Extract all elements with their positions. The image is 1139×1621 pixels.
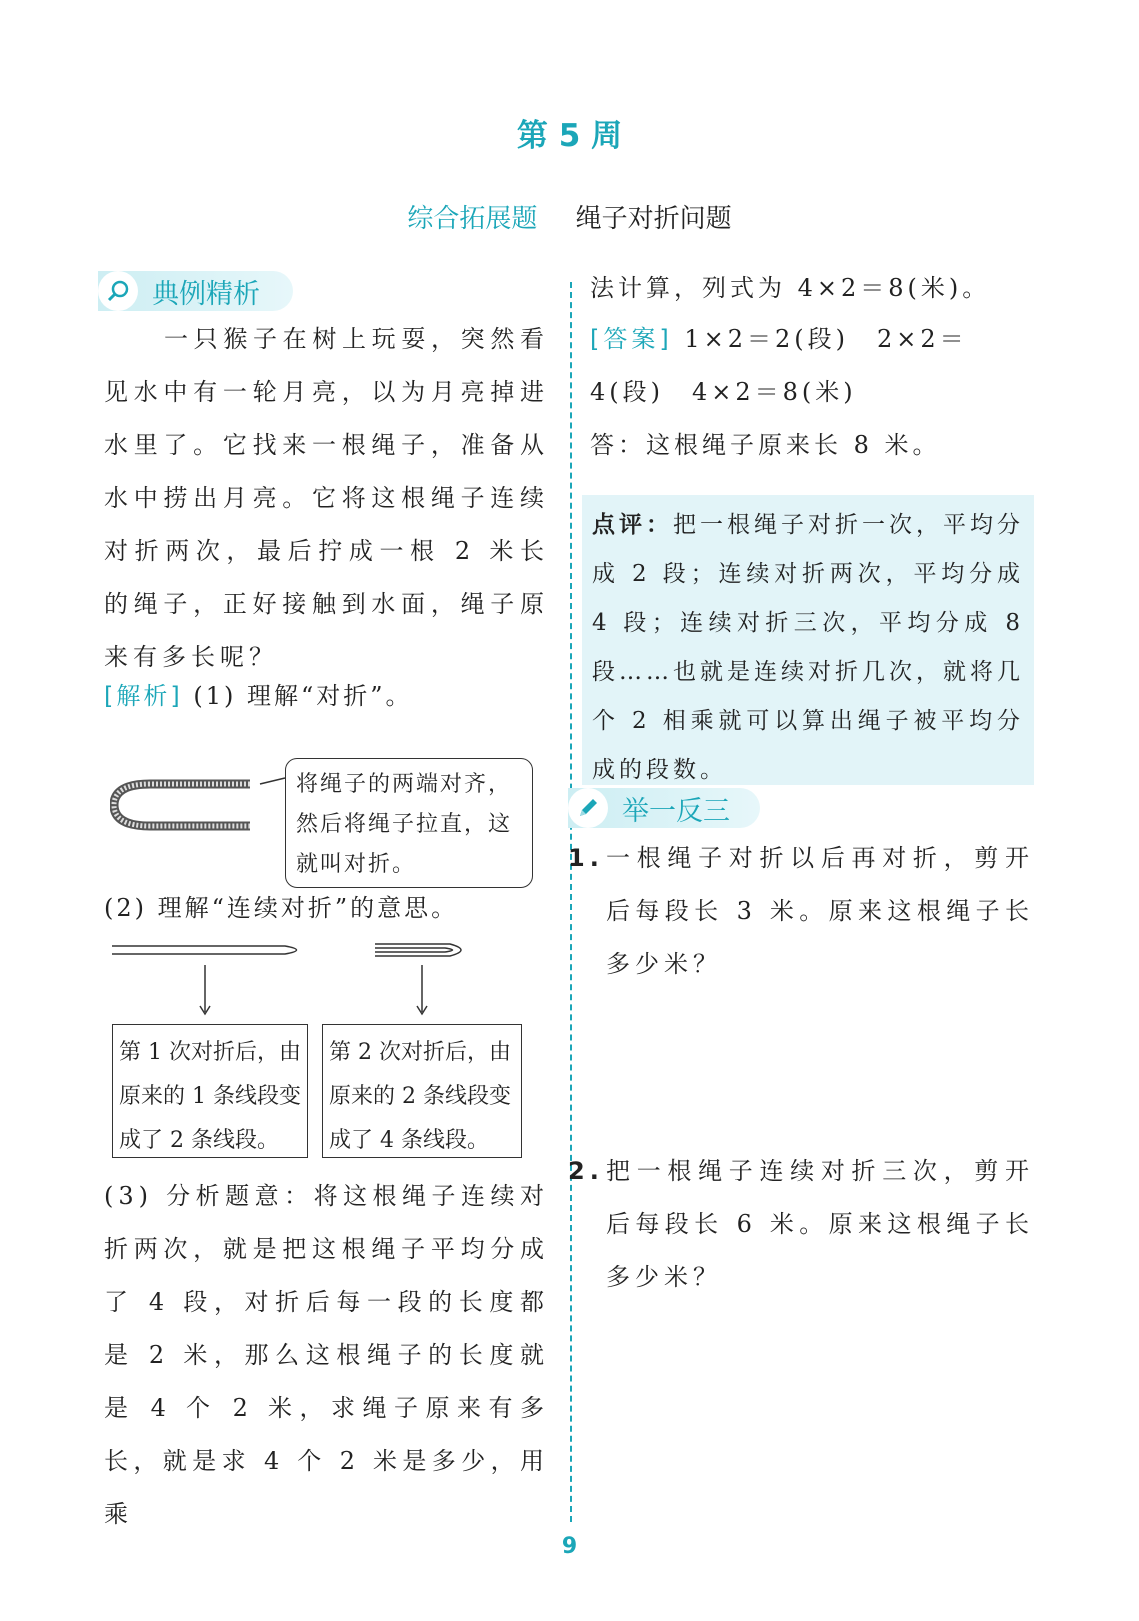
question-number: 2. — [568, 1157, 604, 1185]
magnifier-icon — [98, 271, 138, 311]
pencil-icon — [568, 788, 608, 828]
topic-category: 综合拓展题 — [407, 204, 538, 234]
analysis-step1-line — [104, 676, 549, 711]
analysis-step3: (3) 分析题意：将这根绳子连续对折两次，就是把这根绳子平均分成了 4 段，对折后每一段的长度都是 2 米，那么这根绳子的长度就是 4 个 2 米，求绳子原来有多长，就是求 4 个 2 米是多少，用乘 — [104, 1182, 549, 1528]
practice-question-1 — [568, 832, 1034, 991]
practice-question-2 — [568, 1145, 1034, 1304]
fold-box-1: 第 1 次对折后，由原来的 1 条线段变成了 2 条线段。 — [112, 1024, 308, 1158]
topic-heading — [0, 198, 1139, 235]
question-number: 1. — [568, 844, 604, 872]
analysis-step2: (2) 理解“连续对折”的意思。 — [104, 894, 459, 922]
topic-title: 绳子对折问题 — [575, 204, 732, 234]
analysis-step1: (1) 理解“对折”。 — [193, 682, 413, 710]
example-section-label: 典例精析 — [152, 278, 260, 310]
analysis-step3-cont: 法计算，列式为 4×2＝8(米)。 — [590, 274, 991, 302]
folded-rope-illustration — [110, 770, 290, 840]
answer-label: 答案 — [603, 325, 660, 353]
fold-definition-bubble: 将绳子的两端对齐，然后将绳子拉直，这就叫对折。 — [285, 758, 533, 888]
fold-diagram — [110, 940, 530, 1020]
analysis-label-wrap: [解析] — [104, 682, 183, 710]
week-title: 第 5 周 — [516, 118, 623, 154]
practice-section-tab — [568, 788, 760, 828]
page-number: 9 — [561, 1534, 578, 1559]
question-text: 把一根绳子连续对折三次，剪开后每段长 6 米。原来这根绳子长多少米？ — [606, 1157, 1034, 1291]
practice-section-label: 举一反三 — [622, 795, 730, 827]
comment-label: 点评： — [592, 512, 673, 538]
fold-box-2: 第 2 次对折后，由原来的 2 条线段变成了 4 条线段。 — [322, 1024, 522, 1158]
comment-panel — [582, 495, 1034, 785]
answer-text: 答：这根绳子原来长 8 米。 — [590, 431, 941, 459]
analysis-step3-block — [104, 1170, 549, 1541]
comment-text: 把一根绳子对折一次，平均分成 2 段；连续对折两次，平均分成 4 段；连续对折三次，平均分成 8 段……也就是连续对折几次，就将几个 2 相乘就可以算出绳子被平均分成的段数。 — [592, 512, 1024, 783]
answer-block — [590, 313, 1034, 472]
example-problem: 一只猴子在树上玩耍，突然看见水中有一轮月亮，以为月亮掉进水里了。它找来一根绳子，准备从水中捞出月亮。它将这根绳子连续对折两次，最后拧成一根 2 米长的绳子，正好接触到水面，绳子原来有多长呢？ — [104, 325, 549, 671]
example-section-tab — [98, 271, 293, 311]
question-text: 一根绳子对折以后再对折，剪开后每段长 3 米。原来这根绳子长多少米？ — [606, 844, 1034, 978]
analysis-label: 解析 — [116, 682, 171, 710]
answer-label-wrap: [答案] — [590, 325, 673, 353]
answer-calc: 1×2＝2(段) 2×2＝4(段) 4×2＝8(米) — [590, 325, 968, 406]
example-problem-block — [104, 313, 549, 684]
